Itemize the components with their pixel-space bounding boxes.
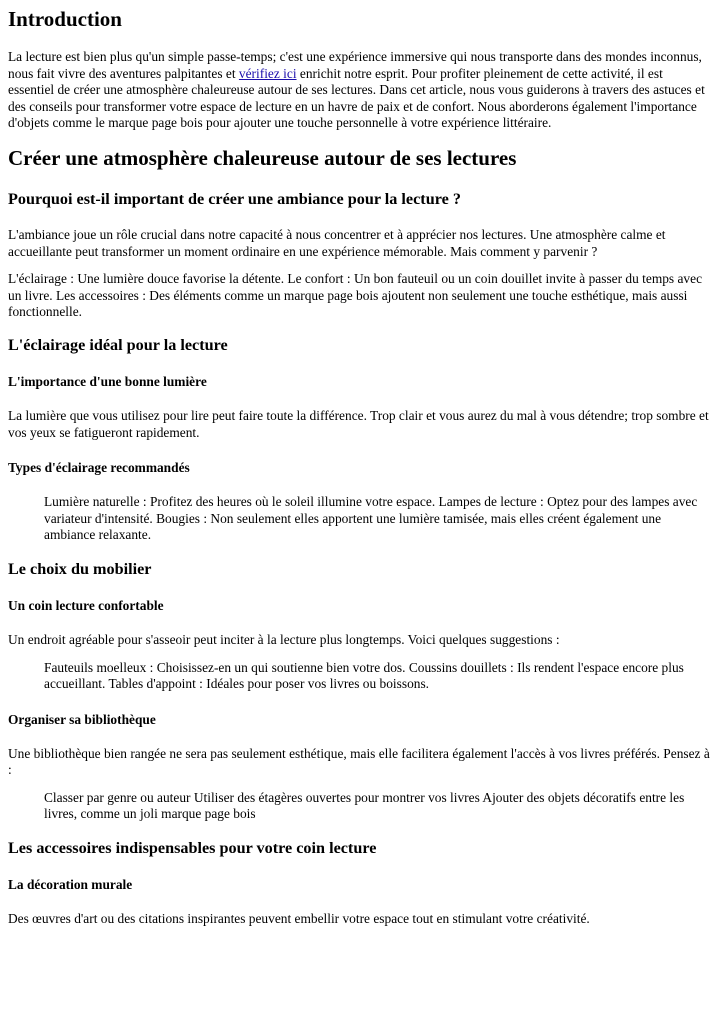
why-paragraph-2: L'éclairage : Une lumière douce favorise la détente. Le confort : Un bon fauteuil ou un coin douillet invite à passer du temps avec un livre. Les accessoires : Des éléments comme un marque page bois ajoutent non seulement une touche esthétique, mais aussi fonctionnelle. (8, 271, 703, 320)
good-light-paragraph: La lumière que vous utilisez pour lire peut faire toute la différence. Trop clair et vous aurez du mal à vous détendre; trop sombre et vos yeux se fatigueront rapidement. (8, 407, 709, 440)
atmosphere-heading: Créer une atmosphère chaleureuse autour de ses lectures (8, 145, 517, 170)
intro-heading: Introduction (8, 7, 122, 31)
lighting-heading: L'éclairage idéal pour la lecture (8, 335, 228, 354)
wall-decor-paragraph: Des œuvres d'art ou des citations inspirantes peuvent embellir votre espace tout en stimulant votre créativité. (8, 911, 590, 927)
intro-paragraph (8, 49, 712, 132)
furniture-heading: Le choix du mobilier (8, 559, 152, 578)
intro-text-end: enrichit notre esprit. Pour profiter pleinement de cette activité, il est essentiel de créer une atmosphère chaleureuse autour de ses lectures. Dans cet article, nous vous guiderons à travers des astuces et des conseils pour transformer votre espace de lecture en un havre de paix et de confort. Nous aborderons également l'importance d'objets comme le marque page bois pour ajouter une touche personnelle à votre expérience littéraire. (8, 65, 705, 131)
light-types-heading: Types d'éclairage recommandés (8, 460, 190, 476)
library-paragraph: Une bibliothèque bien rangée ne sera pas seulement esthétique, mais elle facilitera également l'accès à vos livres préférés. Pensez à : (8, 745, 710, 778)
why-heading: Pourquoi est-il important de créer une ambiance pour la lecture ? (8, 189, 461, 208)
reading-nook-quote: Fauteuils moelleux : Choisissez-en un qui soutienne bien votre dos. Coussins douillets : Ils rendent l'espace encore plus accueillant. Tables d'appoint : Idéales pour poser vos livres ou boissons. (44, 659, 684, 692)
light-types-quote: Lumière naturelle : Profitez des heures où le soleil illumine votre espace. Lampes de lecture : Optez pour des lampes avec variateur d'intensité. Bougies : Non seulement elles apportent une lumière tamisée, mais elles créent également une ambiance relaxante. (44, 494, 698, 543)
reading-nook-heading: Un coin lecture confortable (8, 597, 164, 613)
why-paragraph-1: L'ambiance joue un rôle crucial dans notre capacité à nous concentrer et à apprécier nos lectures. Une atmosphère calme et accueillante peut transformer un moment ordinaire en une expérience mémorable. Mais comment y parvenir ? (8, 226, 666, 259)
library-quote: Classer par genre ou auteur Utiliser des étagères ouvertes pour montrer vos livres Ajouter des objets décoratifs entre les livres, comme un joli marque page bois (44, 789, 685, 822)
good-light-heading: L'importance d'une bonne lumière (8, 373, 207, 389)
verify-link[interactable]: vérifiez ici (238, 65, 297, 81)
wall-decor-heading: La décoration murale (8, 877, 133, 893)
accessories-heading: Les accessoires indispensables pour votre coin lecture (8, 839, 377, 858)
reading-nook-paragraph: Un endroit agréable pour s'asseoir peut inciter à la lecture plus longtemps. Voici quelques suggestions : (8, 631, 560, 647)
library-heading: Organiser sa bibliothèque (8, 711, 156, 727)
intro-text-start: La lecture est bien plus qu'un simple passe-temps; c'est une expérience immersive qui nous transporte dans des mondes inconnus, nous fait vivre des aventures palpitantes et (8, 49, 702, 81)
